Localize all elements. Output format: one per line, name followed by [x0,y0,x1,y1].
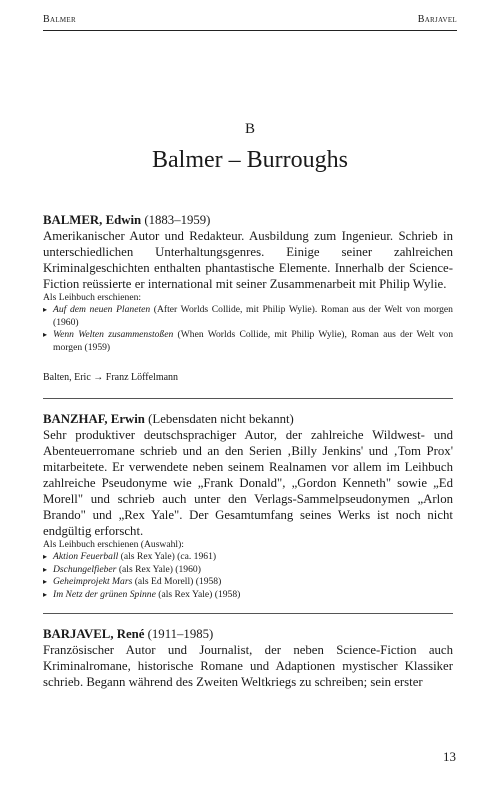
page-number: 13 [443,749,456,764]
bullet-arrow-icon: ▸ [43,564,48,574]
running-head [43,14,457,25]
bullet-arrow-icon: ▸ [43,305,48,314]
entry-balmer [43,212,453,354]
section-letter: B [244,121,255,137]
list-item [43,576,453,589]
entry-dates: (1911–1985) [144,627,214,641]
list-item [43,551,453,564]
list-item [43,304,453,329]
running-head-right: Barjavel [417,14,457,25]
entry-name: BARJAVEL, René [43,627,145,641]
bullet-arrow-icon: ▸ [43,330,48,339]
header-rule [43,30,457,31]
entry-heading [43,626,453,642]
entry-text: Sehr produktiver deutschsprachiger Autor, der zahlreiche Wildwest- und Abenteuerromane schrieb und an den Serien ‚Billy Jenkins' und ‚Tom Prox' mitarbeitete. Er verwendete neben seinem Realnamen vor allem im Leihbuch zahlreiche Pseudonyme wie „Frank Donald", „Gordon Kenneth" sowie „Ed Morell" und schrieb auch unter den Verlags-Sammelpseudonymen „Arlon Brando" und „Rex Yale". Der Gesamtumfang seines Werks ist noch nicht endgültig erforscht. [43,428,453,538]
entry-dates: (1883–1959) [141,213,211,227]
entry-divider [43,398,453,399]
book-title: Aktion Feuerball [53,551,119,562]
entry-divider [43,613,453,614]
entry-heading [43,411,453,427]
main-content [43,212,453,690]
entry-text: Französischer Autor und Journalist, der neben Science-Fiction auch Kriminalromane, historische Romane und Adaptionen mystischer Klassiker schrieb. Begann während des Zweiten Weltkriegs zu schreiben; sein erster [43,643,453,689]
book-details: (When Worlds Collide, mit Philip Wylie), Roman aus der Welt von morgen (1959) [53,329,453,353]
book-title: Auf dem neuen Planeten [53,304,151,315]
entry-barjavel [43,626,453,690]
entry-text: Amerikanischer Autor und Redakteur. Ausbildung zum Ingenieur. Schrieb in unterschiedlichen Unterhaltungsgenres. Einige seiner zahlreichen Kriminalgeschichten enthalten phantastische Elemente. Innerhalb der Science-Fiction reüssierte er international mit seiner Zusammenarbeit mit Philip Wylie. [43,229,453,291]
bullet-arrow-icon: ▸ [43,552,48,561]
entry-name: BALMER, Edwin [43,213,142,227]
book-list [43,304,453,354]
entry-dates: (Lebensdaten nicht bekannt) [144,412,294,426]
bullet-arrow-icon: ▸ [43,577,48,586]
entry-heading [43,212,453,228]
bullet-arrow-icon: ▸ [43,589,48,599]
book-details: (After Worlds Collide, mit Philip Wylie). Roman aus der Welt von morgen (1960) [53,304,453,328]
list-item [43,564,453,577]
book-title: Im Netz der grünen Spinne [53,588,156,600]
cross-reference: Balten, Eric → Franz Löffelmann [43,372,179,383]
list-item [43,329,453,354]
entry-banzhaf [43,411,453,601]
book-list [43,551,453,601]
book-title: Dschungelfieber [53,563,117,575]
book-title: Geheimprojekt Mars [53,576,133,587]
running-head-left: Balmer [43,14,76,25]
book-details: (als Rex Yale) (ca. 1961) [118,551,217,562]
book-title: Wenn Welten zusammenstoßen [53,329,174,340]
books-label: Als Leihbuch erschienen (Auswahl): [43,539,184,550]
book-details: (als Ed Morell) (1958) [132,576,222,587]
section-title: Balmer – Burroughs [152,147,348,173]
books-label: Als Leihbuch erschienen: [43,292,142,303]
list-item [43,589,453,602]
entry-name: BANZHAF, Erwin [43,412,145,426]
book-details: (als Rex Yale) (1958) [155,588,241,600]
book-details: (als Rex Yale) (1960) [116,563,201,575]
